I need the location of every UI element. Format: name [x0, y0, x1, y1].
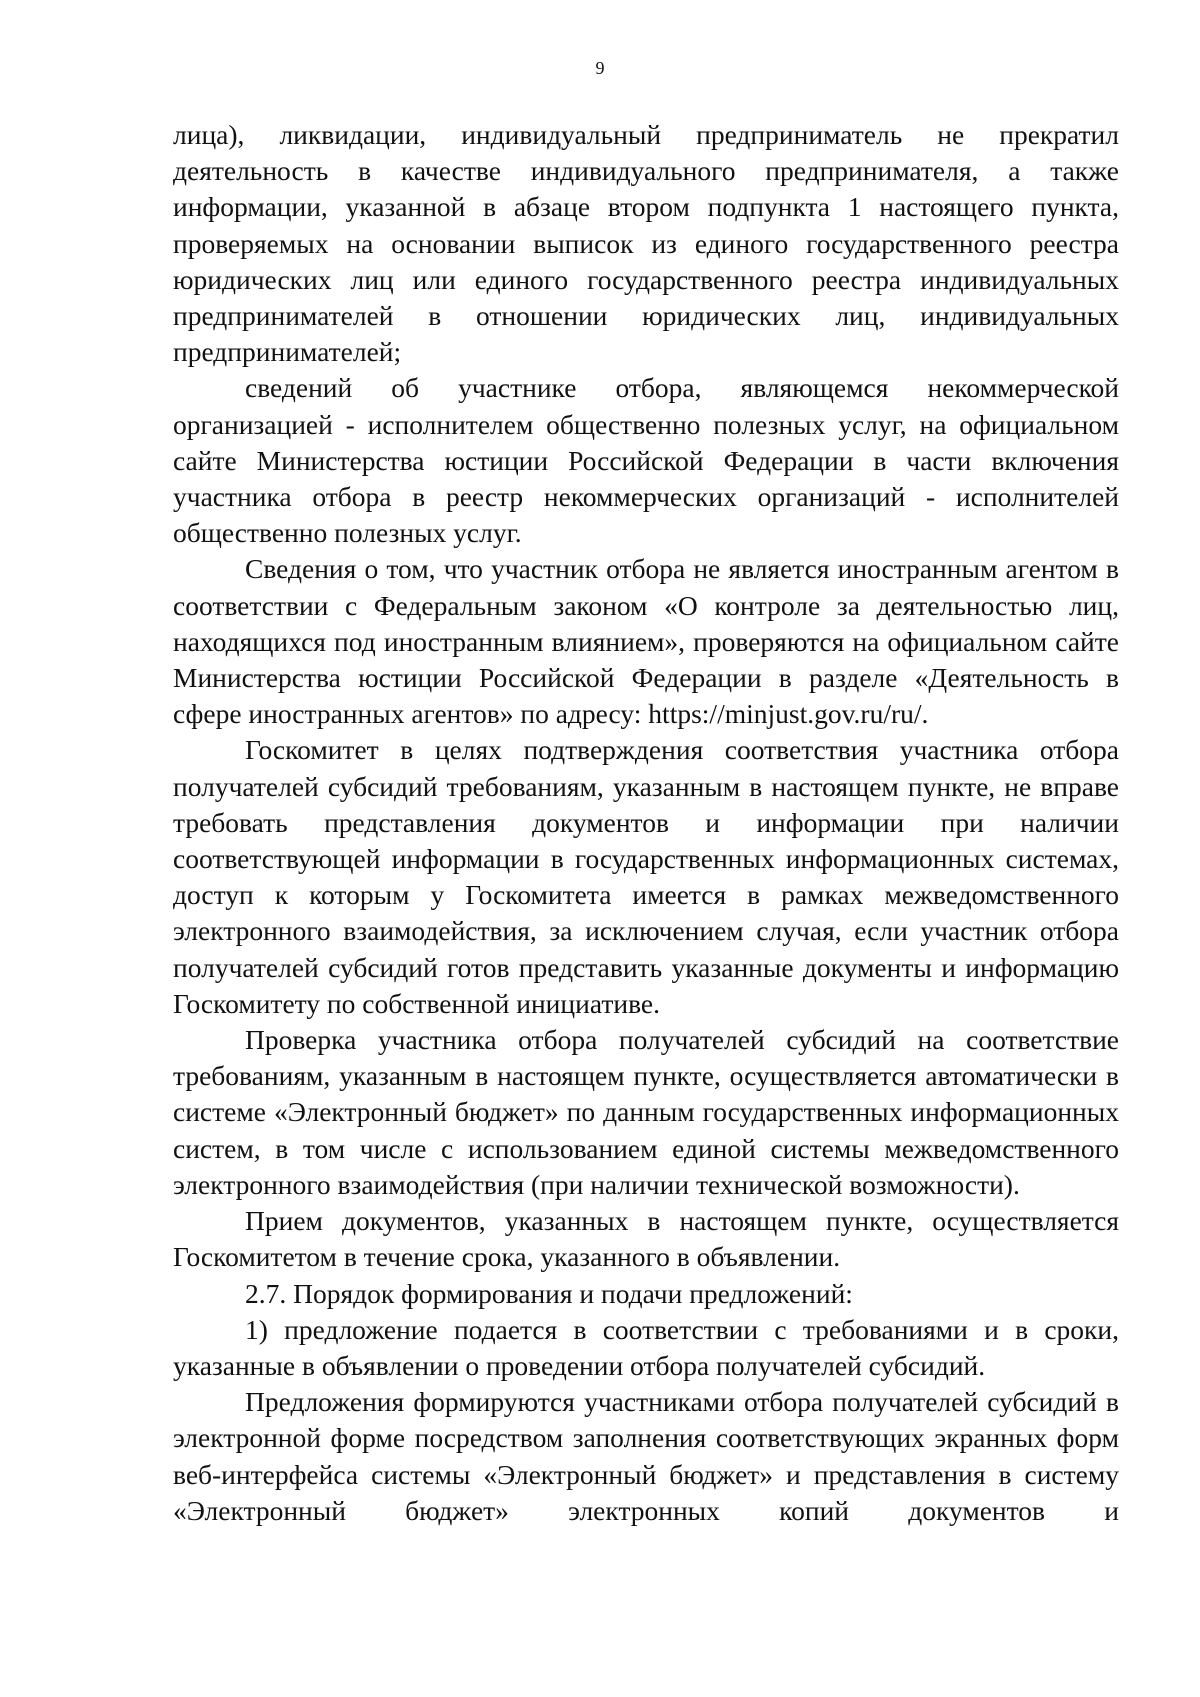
paragraph-egrul-check: лица), ликвидации, индивидуальный предприниматель не прекратил деятельность в качестве индивидуального предпринимателя, а также информации, указанной в абзаце втором подпункта 1 настоящего пункта, проверяемых на основании выписок из единого государственного реестра юридических лиц или единого государственного реестра индивидуальных предпринимателей в отношении юридических лиц, индивидуальных предпринимателей; — [173, 119, 1119, 368]
document-body — [173, 117, 1119, 1529]
paragraph-automatic-check: Проверка участника отбора получателей субсидий на соответствие требованиям, указанным в настоящем пункте, осуществляется автоматически в системе «Электронный бюджет» по данным государственных информационных систем, в том числе с использованием единой системы межведомственного электронного взаимодействия (при наличии технической возможности). — [173, 1024, 1119, 1200]
paragraph-nko-registry: сведений об участнике отбора, являющемся некоммерческой организацией - исполнителем общественно полезных услуг, на официальном сайте Министерства юстиции Российской Федерации в части включения участника отбора в реестр некоммерческих организаций - исполнителей общественно полезных услуг. — [173, 372, 1119, 549]
list-item-1: 1) предложение подается в соответствии с требованиями и в сроки, указанные в объявлении о проведении отбора получателей субсидий. — [173, 1313, 1119, 1381]
paragraph-document-reception: Прием документов, указанных в настоящем пункте, осуществляется Госкомитетом в течение срока, указанного в объявлении. — [173, 1205, 1119, 1273]
paragraph-goskomitet-documents: Госкомитет в целях подтверждения соответствия участника отбора получателей субсидий требованиям, указанным в настоящем пункте, не вправе требовать представления документов и информации при наличии соответствующей информации в государственных информационных системах, доступ к которым у Госкомитета имеется в рамках межведомственного электронного взаимодействия, за исключением случая, если участник отбора получателей субсидий готов представить указанные документы и информацию Госкомитету по собственной инициативе. — [173, 734, 1119, 1019]
paragraph-proposals-formation: Предложения формируются участниками отбора получателей субсидий в электронной форме посредством заполнения соответствующих экранных форм веб-интерфейса системы «Электронный бюджет» и представления в систему «Электронный бюджет» электронных копий документов и — [173, 1386, 1119, 1526]
page-number: 9 — [595, 58, 605, 78]
paragraph-foreign-agent: Сведения о том, что участник отбора не является иностранным агентом в соответствии с Федеральным законом «О контроле за деятельностью лиц, находящихся под иностранным влиянием», проверяются на официальном сайте Министерства юстиции Российской Федерации в разделе «Деятельность в сфере иностранных агентов» по адресу: https://minjust.gov.ru/ru/. — [173, 553, 1119, 730]
section-heading-2-7: 2.7. Порядок формирования и подачи предложений: — [245, 1277, 853, 1309]
